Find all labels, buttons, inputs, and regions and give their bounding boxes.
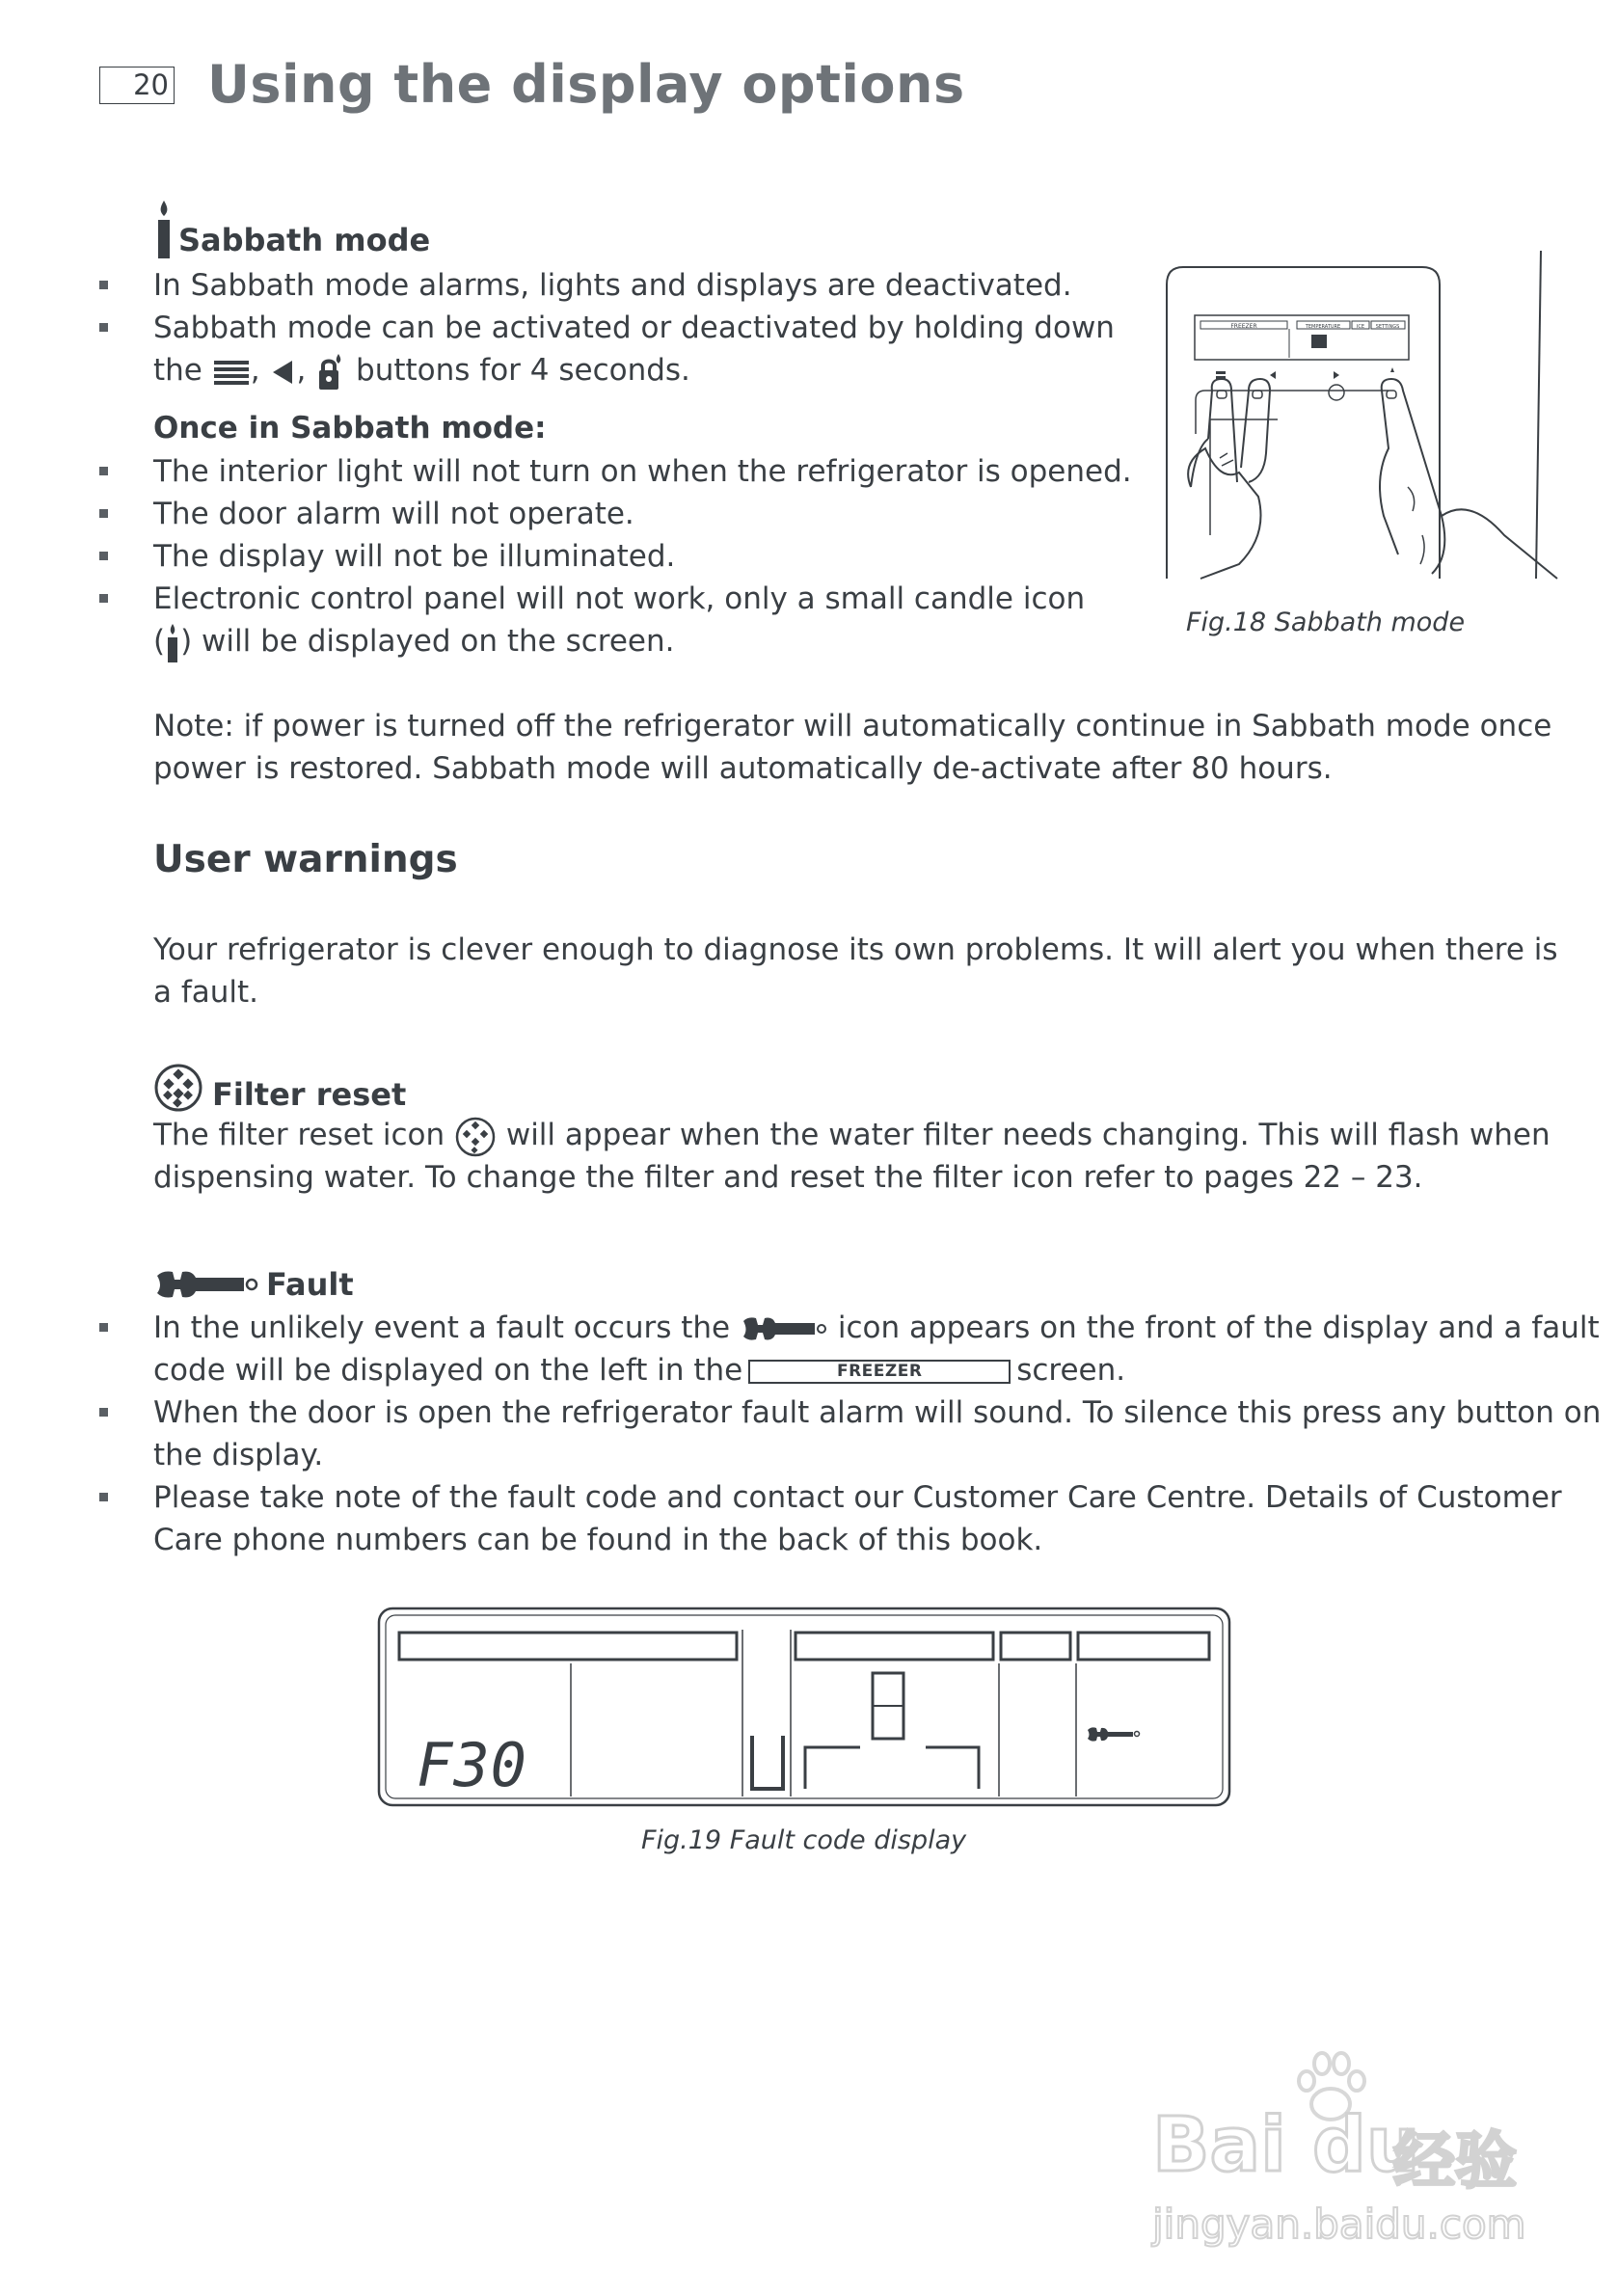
fault-b1-line2-after: screen. (1016, 1353, 1126, 1388)
bullet-marker (99, 323, 108, 332)
bullet-marker (99, 1323, 108, 1332)
user-warnings-heading: User warnings (153, 838, 458, 881)
left-arrow-icon (269, 358, 296, 387)
wrench-inline-icon (740, 1315, 828, 1344)
fault-heading: Fault (266, 1266, 354, 1303)
fault-bullet-1-line1 (153, 1307, 1600, 1349)
watermark-url: jingyan.baidu.com (1152, 2201, 1526, 2248)
fault-bullet-2-line2: the display. (153, 1438, 324, 1472)
bullet-marker (99, 281, 108, 289)
bullet2-sep2: , (296, 353, 307, 388)
sabbath-mode-figure (1152, 246, 1567, 593)
candle-small-icon (165, 622, 180, 664)
lock-candle-icon (315, 353, 346, 392)
bullet-marker (99, 1493, 108, 1501)
once-item-4: Electronic control panel will not work, only a small candle icon (153, 581, 1086, 616)
watermark-brand: Bai du (1152, 2102, 1420, 2189)
filter-reset-inline-icon (454, 1116, 497, 1158)
page-number: 20 (99, 67, 175, 104)
panel-label-ice: ICE (1356, 324, 1365, 330)
fault-bullet-3-line1: Please take note of the fault code and contact our Customer Care Centre. Details of Customer (153, 1480, 1562, 1515)
fault-b1-before: In the unlikely event a fault occurs the (153, 1310, 731, 1345)
fig18-caption: Fig.18 Sabbath mode (1186, 608, 1466, 637)
once-item-2: The door alarm will not operate. (153, 497, 634, 531)
user-warnings-intro-1: Your refrigerator is clever enough to diagnose its own problems. It will alert you when there is (153, 932, 1558, 967)
filter-reset-icon (153, 1063, 203, 1113)
watermark-chinese: 经验 (1393, 2126, 1517, 2198)
bullet2-the: the (153, 353, 202, 388)
note-line-1: Note: if power is turned off the refrigerator will automatically continue in Sabbath mode once (153, 709, 1552, 743)
panel-label-freezer: FREEZER (1230, 323, 1257, 330)
once-item-1: The interior light will not turn on when the refrigerator is opened. (153, 454, 1132, 489)
freezer-label-box: FREEZER (748, 1360, 1011, 1384)
note-line-2: power is restored. Sabbath mode will automatically de-activate after 80 hours. (153, 751, 1333, 786)
candle-icon (154, 199, 174, 258)
filter-reset-line-1 (153, 1114, 1551, 1158)
sabbath-heading: Sabbath mode (178, 222, 431, 258)
fault-bullet-3-line2: Care phone numbers can be found in the back of this book. (153, 1523, 1043, 1557)
fault-b1-line2-before: code will be displayed on the left in the (153, 1353, 743, 1388)
filter-line1-after: will appear when the water filter needs changing. This will flash when (505, 1118, 1551, 1152)
bullet-marker (99, 1408, 108, 1417)
filter-line1-before: The filter reset icon (153, 1118, 445, 1152)
filter-reset-line-2: dispensing water. To change the filter and reset the filter icon refer to pages 22 – 23. (153, 1160, 1423, 1195)
candle-line-open: ( (153, 624, 166, 659)
bullet2-sep1: , (250, 353, 260, 388)
filter-reset-heading: Filter reset (212, 1076, 407, 1113)
user-warnings-intro-2: a fault. (153, 975, 259, 1010)
menu-lines-icon (212, 358, 251, 387)
bullet-marker (99, 552, 108, 560)
candle-line-close: ) will be displayed on the screen. (180, 624, 675, 659)
fault-bullet-2-line1: When the door is open the refrigerator fault alarm will sound. To silence this press any button on (153, 1395, 1602, 1430)
bullet-marker (99, 509, 108, 518)
fig19-caption: Fig.19 Fault code display (641, 1825, 967, 1855)
display-wrench-icon (1088, 1727, 1133, 1741)
sabbath-bullet-2-line1: Sabbath mode can be activated or deactivated by holding down (153, 311, 1115, 345)
fault-b1-after: icon appears on the front of the display and a fault (837, 1310, 1600, 1345)
fault-code-text: F30 (417, 1730, 527, 1800)
panel-label-temperature: TEMPERATURE (1305, 324, 1341, 330)
once-item-4-line2 (153, 620, 675, 664)
panel-label-settings: SETTINGS (1375, 324, 1400, 330)
page-title: Using the display options (207, 54, 965, 115)
sabbath-bullet-1: In Sabbath mode alarms, lights and displays are deactivated. (153, 268, 1072, 303)
bullet-marker (99, 594, 108, 603)
fault-bullet-1-line2 (153, 1349, 1125, 1391)
sabbath-bullet-2-line2 (153, 349, 690, 392)
once-item-3: The display will not be illuminated. (153, 539, 676, 574)
bullet-marker (99, 467, 108, 475)
fault-code-display-figure (376, 1606, 1234, 1810)
wrench-icon (153, 1268, 259, 1303)
once-heading: Once in Sabbath mode: (153, 411, 547, 446)
bullet2-after: buttons for 4 seconds. (356, 353, 690, 388)
